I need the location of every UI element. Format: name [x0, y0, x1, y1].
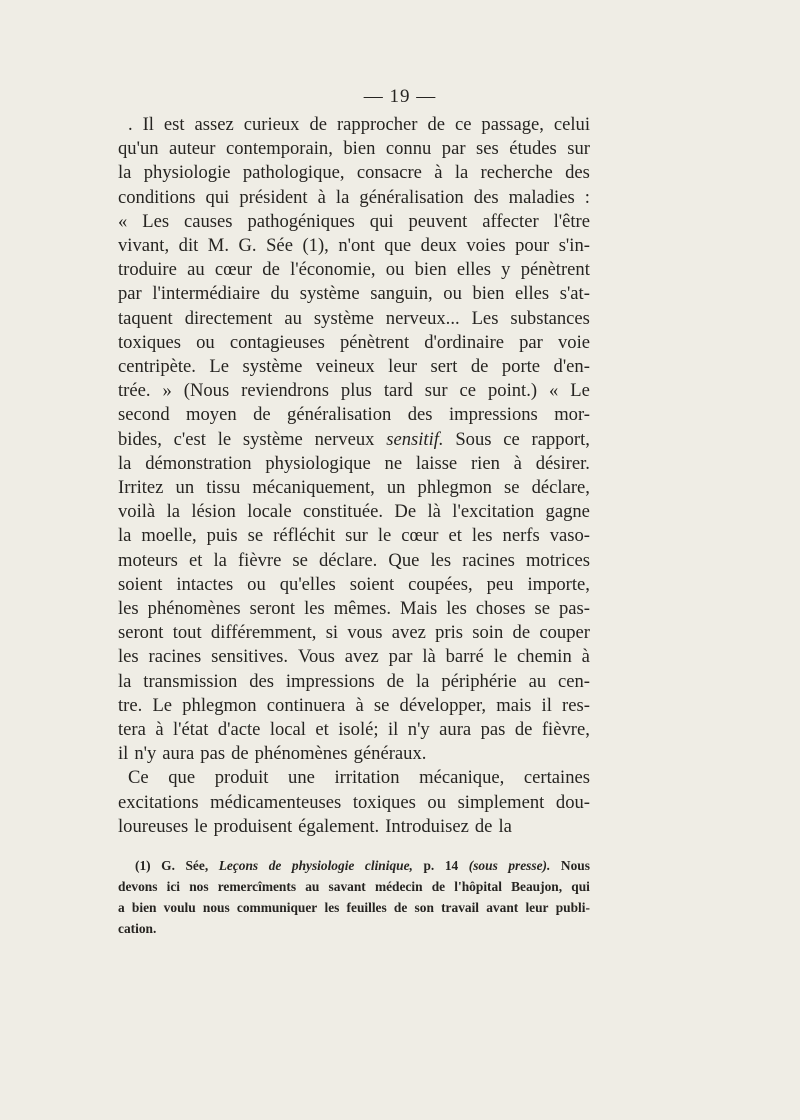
body-line: la démonstration physiologique ne laisse rien à désirer. — [118, 452, 590, 474]
body-line: taquent directement au système nerveux... Les substances — [118, 307, 590, 329]
body-line: second moyen de généralisation des impressions mor- — [118, 404, 590, 426]
body-line: conditions qui président à la généralisation des maladies : — [118, 186, 590, 208]
footnote-line: devons ici nos remercîments au savant médecin de l'hôpital Beaujon, qui — [118, 879, 590, 894]
body-line: tre. Le phlegmon continuera à se développer, mais il res- — [118, 694, 590, 716]
body-line: trée. » (Nous reviendrons plus tard sur ce point.) « Le — [118, 380, 590, 402]
body-line: Irritez un tissu mécaniquement, un phlegmon se déclare, — [118, 477, 590, 498]
body-line: il n'y aura pas de phénomènes généraux. — [118, 743, 427, 765]
body-line: la transmission des impressions de la périphérie au cen- — [118, 670, 590, 692]
body-line: tera à l'état d'acte local et isolé; il n'y aura pas de fièvre, — [118, 719, 590, 740]
body-line: soient intactes ou qu'elles soient coupées, peu importe, — [118, 573, 590, 595]
body-line: vivant, dit M. G. Sée (1), n'ont que deux voies pour s'in- — [118, 235, 590, 256]
body-line: loureuses le produisent également. Introduisez de la — [118, 815, 512, 837]
body-line: par l'intermédiaire du système sanguin, ou bien elles s'at- — [118, 283, 590, 305]
body-line: moteurs et la fièvre se déclare. Que les racines motrices — [118, 549, 590, 571]
body-line: la physiologie pathologique, consacre à la recherche des — [118, 162, 590, 184]
body-line: qu'un auteur contemporain, bien connu par ses études sur — [118, 138, 590, 160]
footnote-line: (1) G. Sée, Leçons de physiologie clinique, p. 14 (sous presse). Nous — [135, 858, 590, 873]
body-line: « Les causes pathogéniques qui peuvent affecter l'être — [118, 210, 590, 232]
body-line: toxiques ou contagieuses pénètrent d'ordinaire par voie — [118, 331, 590, 353]
body-line: voilà la lésion locale constituée. De là l'excitation gagne — [118, 501, 590, 523]
body-line: . Il est assez curieux de rapprocher de ce passage, celui — [128, 114, 590, 135]
footnote-line: cation. — [118, 921, 157, 936]
footnote-line: a bien voulu nous communiquer les feuilles de son travail avant leur publi- — [118, 900, 590, 915]
body-line: troduire au cœur de l'économie, ou bien elles y pénètrent — [118, 259, 590, 281]
body-line: centripète. Le système veineux leur sert de porte d'en- — [118, 356, 590, 377]
body-line: bides, c'est le système nerveux sensitif. Sous ce rapport, — [118, 428, 590, 450]
body-line: la moelle, puis se réfléchit sur le cœur et les nerfs vaso- — [118, 525, 590, 547]
body-line: Ce que produit une irritation mécanique, certaines — [128, 767, 590, 789]
body-line: excitations médicamenteuses toxiques ou simplement dou- — [118, 791, 590, 813]
body-line: les phénomènes seront les mêmes. Mais les choses se pas- — [118, 598, 590, 619]
page-number: — 19 — — [363, 86, 437, 107]
body-line: seront tout différemment, si vous avez pris soin de couper — [118, 622, 590, 644]
body-line: les racines sensitives. Vous avez par là barré le chemin à — [118, 646, 590, 668]
